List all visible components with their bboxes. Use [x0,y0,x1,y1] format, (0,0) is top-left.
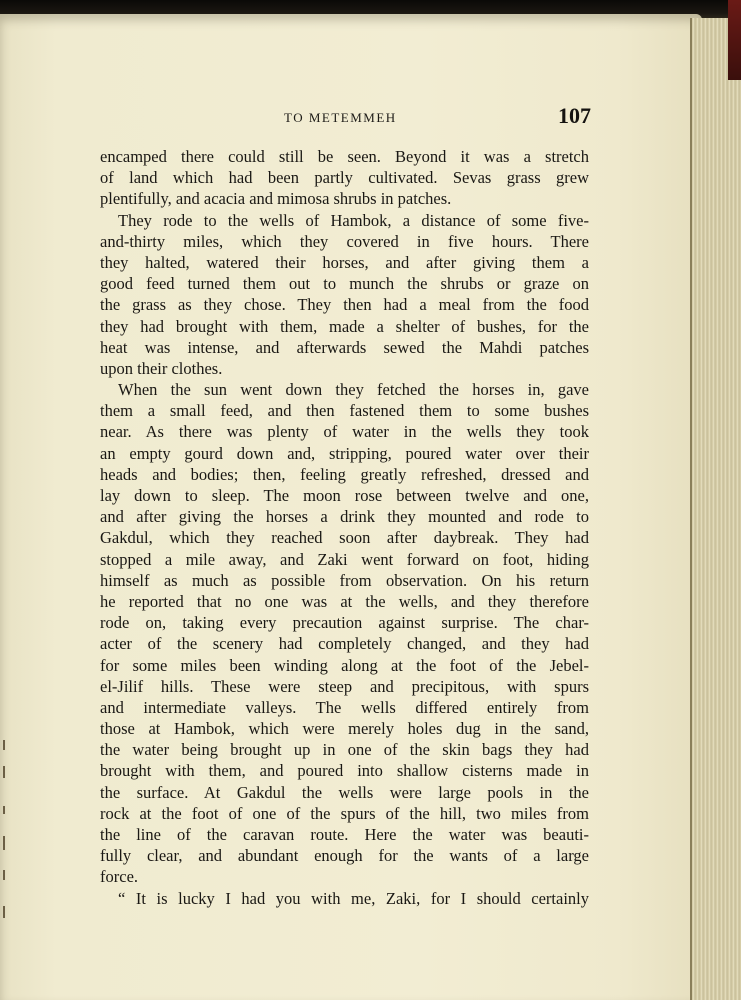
text-line: Gakdul, which they reached soon after daybreak. They had [100,528,589,548]
left-margin-marks [0,740,16,940]
text-line: and-thirty miles, which they covered in five hours. There [100,231,589,251]
text-line: brought with them, and poured into shallow cisterns made in [100,761,589,781]
text-line: fully clear, and abundant enough for the wants of a large [100,846,589,866]
text-line: heat was intense, and afterwards sewed the Mahdi patches [100,337,589,357]
text-line: lay down to sleep. The moon rose between twelve and one, [100,486,589,505]
text-line: the water being brought up in one of the skin bags they had [100,740,589,760]
text-line: he reported that no one was at the wells, and they therefore [100,591,589,611]
text-line: good feed turned them out to munch the shrubs or graze on [100,274,589,294]
text-line: When the sun went down they fetched the horses in, gave [118,380,589,400]
text-line: upon their clothes. [100,358,223,378]
text-line: the line of the caravan route. Here the water was beauti- [100,825,589,844]
text-line: stopped a mile away, and Zaki went forward on foot, hiding [100,549,589,569]
text-line: the surface. At Gakdul the wells were large pools in the [100,782,589,802]
margin-mark [3,906,5,918]
text-line: rode on, taking every precaution against surprise. The char- [100,613,589,633]
text-line: heads and bodies; then, feeling greatly refreshed, dressed and [100,464,589,484]
margin-mark [3,766,5,778]
text-line: “ It is lucky I had you with me, Zaki, for I should certainly [118,888,589,908]
text-line: the grass as they chose. They then had a meal from the food [100,295,589,315]
page-number: 107 [558,103,591,128]
text-line: force. [100,867,139,887]
text-line: and intermediate valleys. The wells differed entirely from [100,697,589,717]
text-line: for some miles been winding along at the foot of the Jebel- [100,655,589,675]
page-header [99,103,591,131]
text-line: They rode to the wells of Hambok, a distance of some five- [118,210,589,230]
text-line: of land which had been partly cultivated. Sevas grass grew [100,168,589,188]
margin-mark [3,836,5,850]
text-line: those at Hambok, which were merely holes dug in the sand, [100,719,589,739]
page-stack-edges [690,18,741,1000]
margin-mark [3,806,5,814]
text-line: himself as much as possible from observation. On his return [100,570,589,590]
text-line: encamped there could still be seen. Beyond it was a stretch [100,147,589,166]
text-line: el-Jilif hills. These were steep and precipitous, with spurs [100,676,589,696]
text-line: an empty gourd down and, stripping, poured water over their [100,443,589,463]
margin-mark [3,870,5,880]
text-line: and after giving the horses a drink they mounted and rode to [100,507,589,527]
text-line: them a small feed, and then fastened them to some bushes [100,401,589,421]
text-line: near. As there was plenty of water in the wells they took [100,422,589,442]
text-line: plentifully, and acacia and mimosa shrubs in patches. [100,189,452,209]
book-cover-edge [728,0,741,80]
text-line: acter of the scenery had completely changed, and they had [100,634,589,654]
body-text [100,146,589,909]
text-line: rock at the foot of one of the spurs of the hill, two miles from [100,803,589,823]
running-head: TO METEMMEH [284,110,397,125]
margin-mark [3,740,5,750]
text-line: they had brought with them, made a shelter of bushes, for the [100,316,589,336]
text-line: they halted, watered their horses, and after giving them a [100,252,589,272]
